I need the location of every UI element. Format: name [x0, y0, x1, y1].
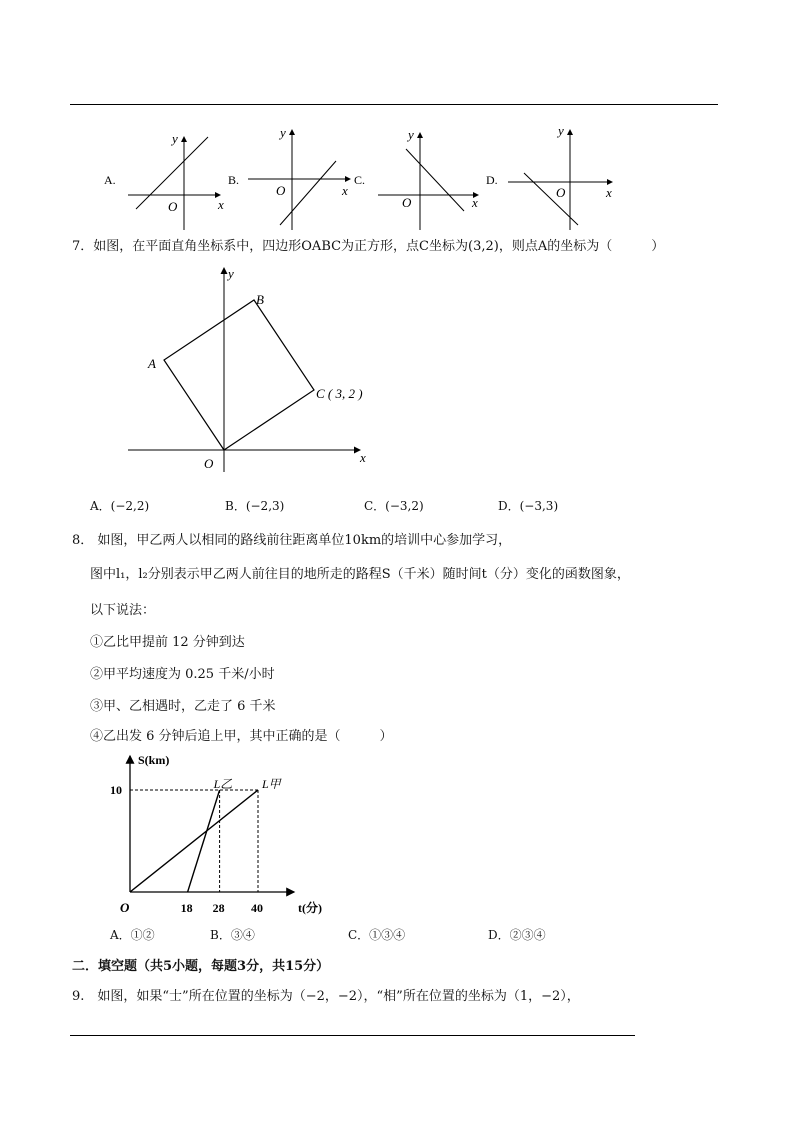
option-b-x-label: x [342, 183, 348, 198]
q8-statement-3: ③甲、乙相遇时，乙走了 6 千米 [90, 699, 276, 714]
q7-stem: 7．如图，在平面直角坐标系中，四边形OABC为正方形，点C坐标为(3,2)，则点A的坐标为（ ） [72, 239, 665, 254]
q8-statement-4: ④乙出发 6 分钟后追上甲，其中正确的是（ ） [90, 729, 393, 744]
option-d-graph [486, 125, 612, 230]
q7-choice-b: B．(−2,3) [225, 499, 285, 513]
option-c-x-label: x [472, 195, 478, 210]
header-rule [70, 104, 718, 105]
q8-statement-2: ②甲平均速度为 0.25 千米/小时 [90, 667, 275, 682]
section-2-heading: 二．填空题（共5小题，每题3分，共15分） [72, 959, 330, 974]
series-label-yi: L乙 [213, 777, 233, 791]
q8-line3: 以下说法： [90, 603, 156, 618]
q8-choice-c: C．①③④ [348, 928, 406, 942]
option-a-letter: A. [104, 173, 116, 187]
q9-stem: 9. 如图，如果“士”所在位置的坐标为（−2，−2），“相”所在位置的坐标为（1，−2）， [72, 989, 580, 1004]
point-a-label: A [148, 356, 156, 371]
q7-choice-d: D．(−3,3) [498, 499, 559, 513]
origin-label: O [204, 456, 214, 471]
q8-choice-a: A．①② [110, 928, 155, 942]
option-b-graph [228, 125, 350, 230]
option-b-letter: B. [228, 173, 240, 187]
option-c-origin: O [402, 195, 412, 210]
q6-options [100, 125, 620, 235]
option-d-origin: O [556, 185, 566, 200]
q8-choice-d: D．②③④ [488, 928, 546, 942]
q8-line2: 图中l₁，l₂分别表示甲乙两人前往目的地所走的路程S（千米）随时间t（分）变化的函数图象， [90, 567, 630, 582]
q8-statement-1: ①乙比甲提前 12 分钟到达 [90, 635, 245, 650]
q7-square-graph [120, 262, 380, 482]
q8-stem: 8． 如图，甲乙两人以相同的路线前往距离单位10km的培训中心参加学习， [72, 533, 512, 548]
option-d-letter: D. [486, 173, 498, 187]
option-c-y-label: y [408, 127, 414, 142]
x-axis-label: x [360, 450, 366, 465]
y-tick-10: 10 [110, 783, 122, 797]
q8-choice-b: B．③④ [210, 928, 255, 942]
point-c-label: C ( 3, 2 ) [316, 386, 363, 401]
x-tick-18: 18 [180, 901, 193, 915]
chart-x-label: t(分) [298, 901, 322, 915]
distance-time-chart [104, 752, 344, 922]
option-b-y-label: y [280, 125, 286, 140]
series-label-jia: L甲 [262, 777, 281, 791]
option-a-y-label: y [172, 131, 178, 146]
option-d-y-label: y [558, 125, 564, 138]
point-b-label: B [256, 292, 264, 307]
series-line-jia [130, 790, 258, 892]
q7-choice-c: C．(−3,2) [364, 499, 424, 513]
option-a-x-label: x [218, 197, 224, 212]
chart-origin-label: O [120, 900, 130, 915]
q8-chart [104, 752, 344, 922]
chart-y-label: S(km) [138, 753, 170, 767]
option-a-graph [104, 131, 224, 230]
square-oabc [164, 300, 314, 450]
option-d-x-label: x [606, 185, 612, 200]
option-b-origin: O [276, 183, 286, 198]
q7-choice-a: A．(−2,2) [90, 499, 150, 513]
option-a-origin: O [168, 199, 178, 214]
footer-rule [70, 1035, 635, 1036]
x-tick-40: 40 [251, 901, 263, 915]
q7-figure [120, 262, 380, 482]
chart-layer [110, 777, 283, 915]
y-axis-label: y [228, 266, 234, 281]
q6-graphs [100, 125, 620, 235]
x-tick-28: 28 [212, 901, 225, 915]
series-line-yi [188, 790, 220, 892]
option-c-graph [354, 127, 478, 230]
option-c-letter: C. [354, 173, 366, 187]
